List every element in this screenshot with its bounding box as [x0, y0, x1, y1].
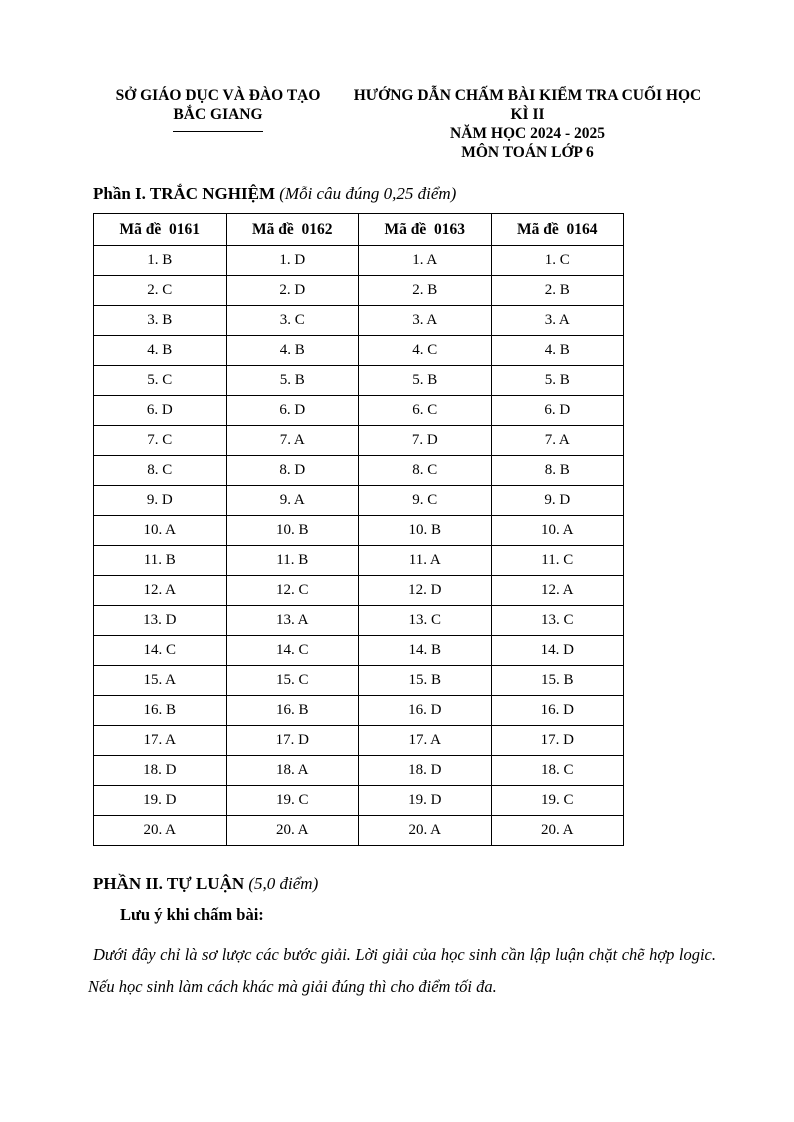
answer-row: [94, 366, 624, 396]
part1-subtitle: (Mỗi câu đúng 0,25 điểm): [279, 184, 457, 203]
answer-cell: 6. D: [226, 396, 359, 426]
answer-row: [94, 486, 624, 516]
answer-cell: 7. A: [226, 426, 359, 456]
answer-key-table: [93, 213, 624, 846]
answer-cell: 14. C: [226, 636, 359, 666]
answer-cell: 7. C: [94, 426, 227, 456]
answer-row: [94, 726, 624, 756]
answer-cell: 4. B: [226, 336, 359, 366]
answer-cell: 15. B: [359, 666, 492, 696]
header-rule: [173, 131, 263, 132]
answer-cell: 17. A: [94, 726, 227, 756]
answer-cell: 3. C: [226, 306, 359, 336]
answer-cell: 18. A: [226, 756, 359, 786]
answer-cell: 2. C: [94, 276, 227, 306]
grading-note-body: Dưới đây chỉ là sơ lược các bước giải. Lời giải của học sinh cần lập luận chặt chẽ hợp logic. Nếu học sinh làm cách khác mà giải đúng thì cho điểm tối đa.: [88, 945, 716, 996]
answer-cell: 1. D: [226, 246, 359, 276]
answer-cell: 14. B: [359, 636, 492, 666]
answer-row: [94, 576, 624, 606]
answer-cell: 11. B: [94, 546, 227, 576]
part2-heading: [93, 874, 712, 894]
answer-cell: 10. B: [226, 516, 359, 546]
answer-row: [94, 546, 624, 576]
answer-row: [94, 456, 624, 486]
answer-cell: 10. A: [491, 516, 624, 546]
answer-cell: 15. C: [226, 666, 359, 696]
answer-cell: 16. B: [226, 696, 359, 726]
answer-cell: 12. A: [94, 576, 227, 606]
answer-cell: 12. C: [226, 576, 359, 606]
answer-cell: 14. D: [491, 636, 624, 666]
answer-row: [94, 696, 624, 726]
part2-title: PHẦN II. TỰ LUẬN: [93, 874, 245, 893]
answer-table-head: [94, 214, 624, 246]
answer-cell: 9. D: [491, 486, 624, 516]
answer-cell: 10. A: [94, 516, 227, 546]
answer-cell: 18. C: [491, 756, 624, 786]
answer-row: [94, 666, 624, 696]
answer-cell: 5. B: [359, 366, 492, 396]
answer-row: [94, 246, 624, 276]
grading-note-heading: Lưu ý khi chấm bài:: [120, 905, 264, 924]
answer-column-header: Mã đề 0161: [94, 214, 227, 246]
answer-cell: 6. D: [491, 396, 624, 426]
answer-column-header: Mã đề 0163: [359, 214, 492, 246]
answer-cell: 9. D: [94, 486, 227, 516]
document-title-line1: HƯỚNG DẪN CHẤM BÀI KIỂM TRA CUỐI HỌC KÌ II: [353, 87, 702, 123]
issuer-block: [93, 86, 343, 132]
answer-row: [94, 306, 624, 336]
answer-cell: 3. A: [491, 306, 624, 336]
answer-cell: 3. A: [359, 306, 492, 336]
answer-cell: 20. A: [491, 816, 624, 846]
document-title-block: [343, 86, 712, 162]
answer-column-header: Mã đề 0164: [491, 214, 624, 246]
document-header: [93, 86, 712, 162]
answer-cell: 7. A: [491, 426, 624, 456]
answer-header-row: [94, 214, 624, 246]
answer-row: [94, 276, 624, 306]
answer-row: [94, 636, 624, 666]
answer-row: [94, 756, 624, 786]
answer-cell: 6. C: [359, 396, 492, 426]
answer-cell: 12. D: [359, 576, 492, 606]
answer-cell: 15. A: [94, 666, 227, 696]
answer-cell: 1. B: [94, 246, 227, 276]
document-title-line2: NĂM HỌC 2024 - 2025: [450, 125, 605, 142]
answer-cell: 8. C: [94, 456, 227, 486]
answer-cell: 5. B: [226, 366, 359, 396]
answer-cell: 11. A: [359, 546, 492, 576]
part1-heading: [93, 184, 712, 204]
answer-row: [94, 786, 624, 816]
answer-cell: 16. D: [359, 696, 492, 726]
answer-cell: 17. A: [359, 726, 492, 756]
answer-cell: 5. B: [491, 366, 624, 396]
answer-cell: 13. C: [359, 606, 492, 636]
answer-row: [94, 606, 624, 636]
answer-row: [94, 426, 624, 456]
answer-cell: 18. D: [359, 756, 492, 786]
answer-cell: 20. A: [94, 816, 227, 846]
answer-cell: 19. C: [491, 786, 624, 816]
answer-cell: 16. B: [94, 696, 227, 726]
answer-cell: 4. C: [359, 336, 492, 366]
answer-cell: 5. C: [94, 366, 227, 396]
issuer-department: SỞ GIÁO DỤC VÀ ĐÀO TẠO: [115, 87, 321, 104]
answer-cell: 9. A: [226, 486, 359, 516]
part2-subtitle: (5,0 điểm): [248, 874, 319, 893]
answer-cell: 2. D: [226, 276, 359, 306]
answer-cell: 1. C: [491, 246, 624, 276]
answer-cell: 7. D: [359, 426, 492, 456]
document-title-line3: MÔN TOÁN LỚP 6: [461, 144, 594, 161]
answer-cell: 19. D: [94, 786, 227, 816]
answer-cell: 9. C: [359, 486, 492, 516]
answer-cell: 11. C: [491, 546, 624, 576]
answer-cell: 10. B: [359, 516, 492, 546]
answer-cell: 4. B: [94, 336, 227, 366]
answer-cell: 16. D: [491, 696, 624, 726]
answer-cell: 19. D: [359, 786, 492, 816]
part1-title: Phần I. TRẮC NGHIỆM: [93, 184, 275, 203]
answer-cell: 11. B: [226, 546, 359, 576]
answer-table-body: [94, 246, 624, 846]
answer-cell: 8. C: [359, 456, 492, 486]
answer-cell: 2. B: [359, 276, 492, 306]
answer-row: [94, 396, 624, 426]
answer-row: [94, 516, 624, 546]
answer-cell: 6. D: [94, 396, 227, 426]
answer-cell: 19. C: [226, 786, 359, 816]
answer-cell: 17. D: [226, 726, 359, 756]
answer-cell: 2. B: [491, 276, 624, 306]
answer-cell: 13. A: [226, 606, 359, 636]
answer-cell: 15. B: [491, 666, 624, 696]
answer-column-header: Mã đề 0162: [226, 214, 359, 246]
answer-cell: 3. B: [94, 306, 227, 336]
answer-cell: 13. D: [94, 606, 227, 636]
answer-cell: 1. A: [359, 246, 492, 276]
answer-cell: 12. A: [491, 576, 624, 606]
answer-cell: 18. D: [94, 756, 227, 786]
answer-cell: 8. B: [491, 456, 624, 486]
answer-row: [94, 336, 624, 366]
answer-cell: 8. D: [226, 456, 359, 486]
answer-cell: 4. B: [491, 336, 624, 366]
issuer-province: BẮC GIANG: [173, 106, 263, 123]
answer-row: [94, 816, 624, 846]
answer-cell: 20. A: [359, 816, 492, 846]
answer-cell: 17. D: [491, 726, 624, 756]
answer-cell: 13. C: [491, 606, 624, 636]
answer-cell: 20. A: [226, 816, 359, 846]
answer-cell: 14. C: [94, 636, 227, 666]
